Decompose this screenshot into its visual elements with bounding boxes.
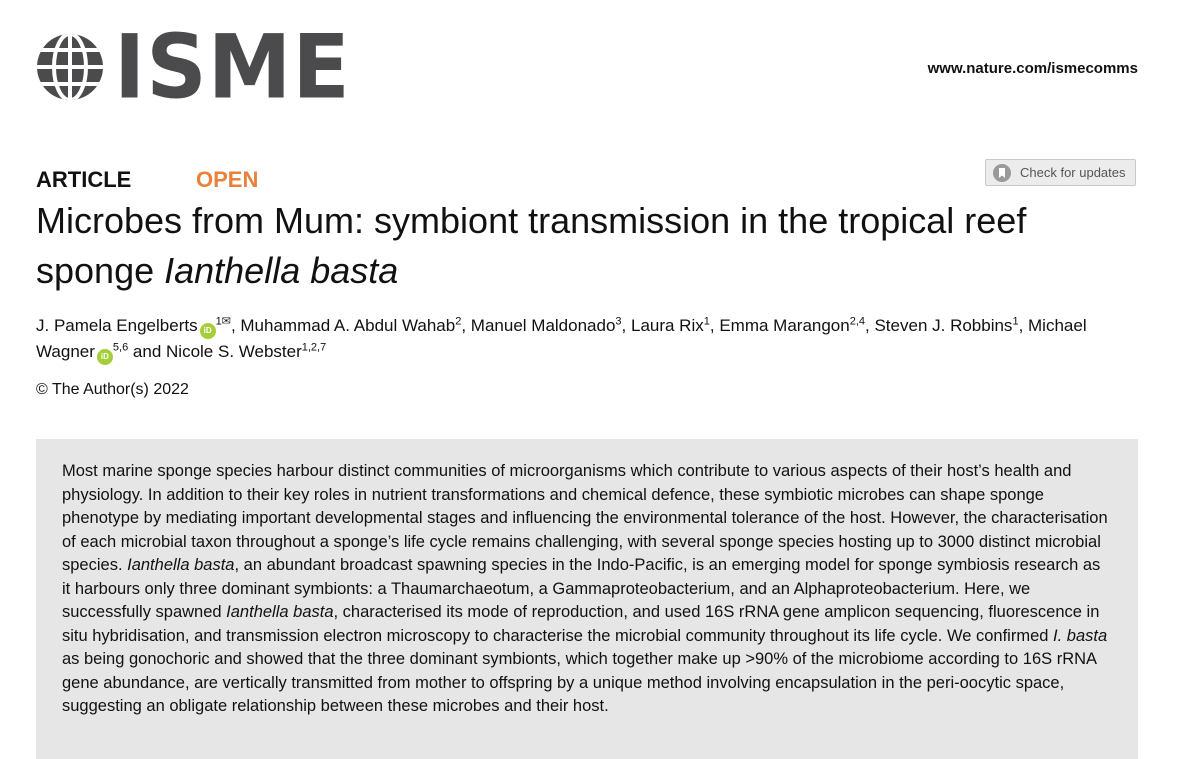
author-affiliation: 1,2,7 bbox=[301, 341, 327, 354]
orcid-icon[interactable]: iD bbox=[97, 349, 113, 365]
copyright-notice: © The Author(s) 2022 bbox=[36, 381, 189, 398]
species-name: Ianthella basta bbox=[127, 556, 235, 574]
author-affiliation: 3 bbox=[615, 315, 622, 328]
abstract-segment: as being gonochoric and showed that the three dominant symbionts, which together make up >90% of the microbiome according to 16S rRNA gene abundance, are vertically transmitted from mother to offspring by a unique method involving encapsulation in the peri-oocytic space, suggesting an obligate relationship between these microbes and their host. bbox=[62, 650, 1097, 715]
author-list: J. Pamela Engelberts $iD^{1✉}$, Muhammad A. Abdul Wahab$^2$, Manuel Maldonado$^3$, Laura Rix$^1$, Emma Marangon$^{2,4}$, Steven J. Robbins$^1$, Michael Wagner iD$^{5,6}$ and Nicole S. Webster$^{1,2,7}$ bbox=[36, 313, 1146, 365]
author-affiliation: 1 bbox=[1012, 315, 1019, 328]
article-title-species: Ianthella basta bbox=[164, 250, 399, 291]
author-name[interactable]: Nicole S. Webster bbox=[166, 342, 302, 361]
species-name: Ianthella basta bbox=[226, 603, 334, 621]
author-affiliation: 2,4 bbox=[849, 315, 866, 328]
check-for-updates-button[interactable] bbox=[985, 159, 1136, 186]
article-title-text: Microbes from Mum: symbiont transmission in the tropical reef sponge bbox=[36, 200, 1027, 291]
abstract-segment: , characterised its mode of reproduction, and used 16S rRNA gene amplicon sequencing, fluorescence in situ hybridisation, and transmission electron microscopy to characterise the microbial community throughout its life cycle. We confirmed bbox=[62, 603, 1100, 645]
bookmark-icon bbox=[992, 163, 1012, 183]
logo-text: ISME bbox=[114, 15, 351, 119]
journal-url-link[interactable]: www.nature.com/ismecomms bbox=[927, 60, 1138, 77]
species-name: I. basta bbox=[1053, 626, 1108, 645]
author-name[interactable]: Manuel Maldonado bbox=[470, 316, 616, 335]
abstract-panel bbox=[36, 439, 1138, 759]
article-title bbox=[36, 196, 1146, 296]
orcid-icon[interactable]: iD bbox=[200, 323, 216, 339]
author-affiliation: 1 bbox=[215, 315, 222, 328]
abstract-text bbox=[62, 460, 1112, 719]
abstract-segment: , an abundant broadcast spawning species in the Indo-Pacific, is an emerging model for sponge symbiosis research as it harbours only three dominant symbionts: a Thaumarchaeotum, a Gammaproteobacterium, and an Alphaproteobacterium. Here, we successfully spawned bbox=[62, 556, 1101, 621]
abstract-segment: Most marine sponge species harbour distinct communities of microorganisms which contribute to various aspects of their host’s health and physiology. In addition to their key roles in nutrient transformations and chemical defence, these symbiotic microbes can shape sponge phenotype by mediating important developmental stages and influencing the environmental tolerance of the host. However, the characterisation of each microbial taxon throughout a sponge’s life cycle remains challenging, with several sponge species hosting up to 3000 distinct microbial species. bbox=[62, 462, 1108, 574]
author-affiliation: 1 bbox=[703, 315, 710, 328]
journal-logo[interactable] bbox=[36, 15, 351, 119]
open-access-label: OPEN bbox=[196, 167, 259, 192]
author-name[interactable]: Emma Marangon bbox=[719, 316, 850, 335]
article-type-label: ARTICLE bbox=[36, 167, 132, 192]
envelope-icon[interactable]: ✉ bbox=[221, 315, 231, 328]
author-name[interactable]: J. Pamela Engelberts bbox=[36, 316, 198, 335]
check-for-updates-label: Check for updates bbox=[1020, 165, 1126, 180]
author-name[interactable]: Steven J. Robbins bbox=[874, 316, 1013, 335]
author-affiliation: 2 bbox=[455, 315, 462, 328]
author-name[interactable]: Laura Rix bbox=[630, 316, 704, 335]
globe-icon bbox=[36, 33, 104, 101]
author-name[interactable]: Michael Wagner bbox=[36, 316, 1087, 361]
author-name[interactable]: Muhammad A. Abdul Wahab bbox=[240, 316, 456, 335]
author-affiliation: 5,6 bbox=[112, 341, 129, 354]
